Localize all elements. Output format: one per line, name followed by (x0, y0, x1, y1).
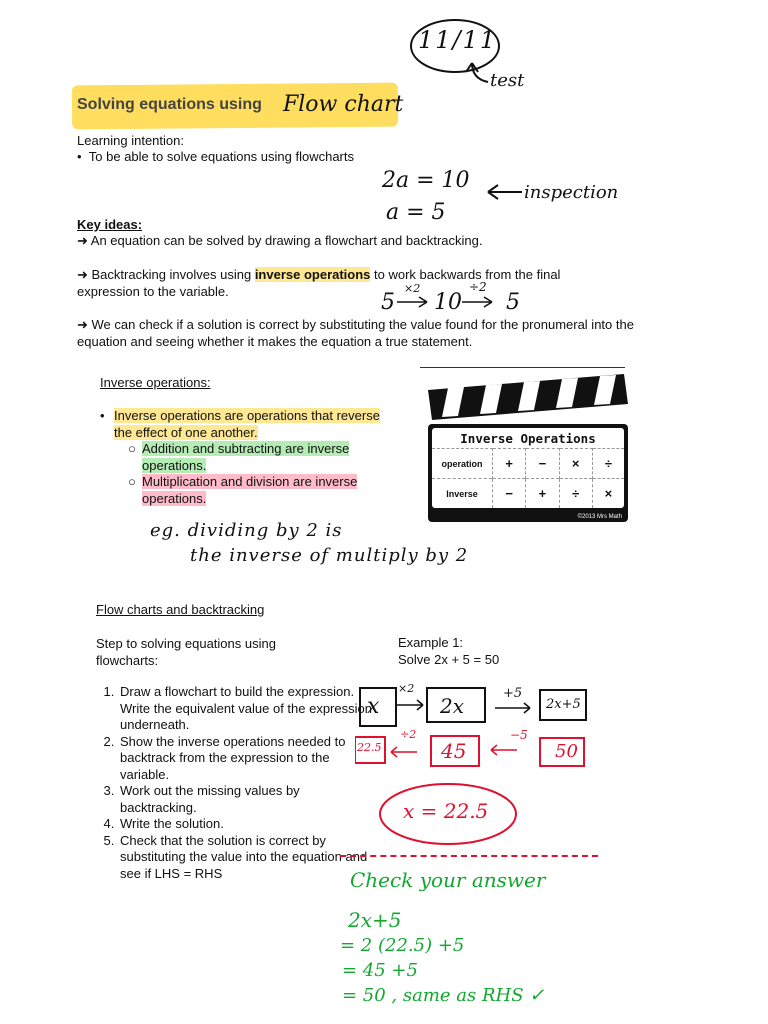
clapper-top (428, 372, 628, 426)
flow-op-plus5: +5 (503, 686, 523, 701)
back-box-22-5: 22.5 (357, 741, 382, 754)
page-title-handwritten: Flow chart (283, 92, 404, 117)
arrow-right-icon (460, 295, 496, 309)
test-note: test (490, 70, 525, 91)
inverse-ops-addition: Addition and subtracting are inverse operations. (142, 441, 350, 473)
inverse-ops-multiplication: Multiplication and division are inverse operations. (142, 474, 358, 506)
arrow-left-icon (484, 182, 524, 202)
learning-intention-heading: Learning intention: (77, 133, 184, 148)
solution-value: x = 22.5 (403, 799, 489, 823)
back-op-div2: ÷2 (400, 728, 417, 741)
check-title: Check your answer (350, 868, 546, 892)
inspection-eq1: 2a = 10 (382, 168, 470, 193)
list-item: 1. Draw a flowchart to build the expression. Write the equivalent value of the expression underneath. (118, 684, 373, 734)
flow-box-2x: 2x (440, 694, 465, 718)
backtrack-end: 5 (506, 290, 520, 315)
arrow-right-icon (395, 295, 431, 309)
inspection-eq2: a = 5 (386, 200, 446, 225)
list-item: 3. Work out the missing values by backtracking. (118, 783, 373, 816)
row-label-operation: operation (432, 449, 493, 479)
check-line-3: = 45 +5 (342, 960, 418, 981)
example-equation: Solve 2x + 5 = 50 (398, 652, 500, 667)
arrow-up-icon (462, 60, 492, 90)
flow-box-x: x (367, 694, 380, 719)
backtrack-start: 5 (381, 290, 395, 315)
inspection-label: inspection (524, 182, 619, 203)
inverse-ops-definition: Inverse operations are operations that reverse the effect of one another. (114, 408, 380, 440)
row-label-inverse: Inverse (432, 479, 493, 509)
key-idea-3: ➜ We can check if a solution is correct by substituting the value found for the pronumeral into the equation and seeing whether it makes the equation a true statement. (77, 317, 634, 349)
learning-intention-bullet: • To be able to solve equations using flowcharts (77, 149, 354, 164)
flow-box-2x5: 2x+5 (546, 697, 581, 712)
flow-heading: Flow charts and backtracking (96, 602, 265, 617)
inverse-ops-list: • Inverse operations are operations that reverse the effect of one another. ○ Addition and subtracting are inverse operations. ○ Multiplication and division are inverse operations. (100, 408, 380, 506)
check-line-4: = 50 , same as RHS ✓ (342, 985, 545, 1006)
backtrack-mid: 10 (434, 290, 462, 315)
key-idea-2: ➜ Backtracking involves using inverse operations to work backwards from the final expression to the variable. (77, 267, 561, 299)
steps-heading: Step to solving equations using flowcharts: (96, 636, 276, 668)
check-line-1: 2x+5 (348, 908, 402, 932)
example-heading: Example 1: (398, 635, 464, 650)
key-idea-1: ➜ An equation can be solved by drawing a flowchart and backtracking. (77, 233, 483, 248)
list-item: 4. Write the solution. (118, 816, 373, 833)
flow-op-times2: ×2 (398, 682, 415, 695)
list-item: 2. Show the inverse operations needed to backtrack from the expression to the variable. (118, 734, 373, 784)
example-note-2: the inverse of multiply by 2 (190, 545, 469, 566)
clapper-board (428, 424, 628, 522)
flowchart-drawing (355, 680, 595, 780)
date-note: 11/11 (418, 26, 498, 54)
top-rule (420, 367, 625, 368)
back-box-50: 50 (555, 741, 578, 762)
check-line-2: = 2 (22.5) +5 (340, 935, 465, 956)
clapper-title: Inverse Operations (460, 431, 596, 446)
key-ideas-heading: Key ideas: (77, 217, 143, 232)
backtrack-op1: ×2 (404, 282, 421, 295)
divider (340, 855, 598, 857)
backtrack-op2: ÷2 (469, 280, 487, 294)
list-item: 5. Check that the solution is correct by substituting the value into the equation and see if LHS = RHS (118, 833, 373, 883)
inverse-table: operation + − × ÷ Inverse − + ÷ × (432, 448, 624, 508)
example-note-1: eg. dividing by 2 is (150, 520, 343, 541)
back-op-minus5: −5 (510, 728, 528, 742)
back-box-45: 45 (441, 739, 467, 763)
page-title: Solving equations using (77, 96, 262, 113)
inverse-ops-heading: Inverse operations: (100, 375, 211, 390)
steps-list (96, 684, 373, 882)
clapper-copyright: ©2013 Mrs Math (577, 514, 622, 520)
